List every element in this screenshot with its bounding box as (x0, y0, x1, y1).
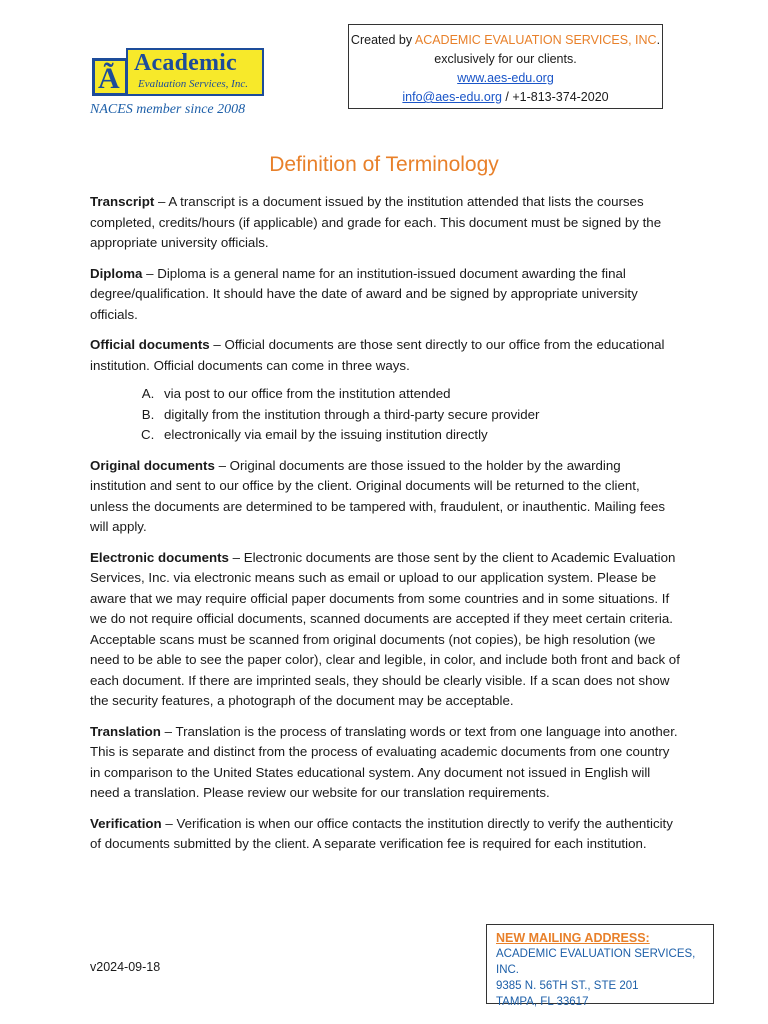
definition-translation: – Translation is the process of translating words or text from one language into another. This is separate and distinct from the process of evaluating academic documents from one country in comparison to the United States educational system. Any document not issued in English will need a translation. Please review our website for our translation requirements. (90, 723, 678, 800)
definition-official: – Official documents are those sent directly to our office from the educational institution. Official documents can come in three ways. (90, 337, 665, 373)
logo-banner (126, 48, 264, 96)
paragraph-translation (90, 722, 680, 804)
term-verification: Verification (90, 815, 162, 831)
credit-company: ACADEMIC EVALUATION SERVICES, INC (414, 33, 657, 47)
mailing-address-box (486, 924, 714, 1008)
paragraph-transcript (90, 192, 680, 254)
website-link[interactable]: www.aes-edu.org (457, 71, 554, 85)
phone-number: / +1-813-374-2020 (501, 90, 609, 104)
term-electronic: Electronic documents (90, 549, 229, 565)
paragraph-electronic (90, 548, 680, 712)
credit-line-2: exclusively for our clients. (434, 52, 577, 66)
company-logo (90, 44, 265, 122)
mailing-company: ACADEMIC EVALUATION SERVICES, INC. (496, 948, 696, 976)
page-title: Definition of Terminology (269, 153, 499, 176)
logo-mark-letter: Ã (98, 62, 120, 95)
mailing-city: TAMPA, FL 33617 (496, 996, 589, 1008)
mailing-heading: NEW MAILING ADDRESS: (496, 931, 650, 945)
paragraph-original (90, 456, 680, 538)
definition-electronic: – Electronic documents are those sent by the client to Academic Evaluation Services, Inc. via electronic means such as email or upload to our application system. Please be aware that we may require official paper documents from some countries and in some situations. If we do not require official documents, scanned documents are accepted if they meet certain criteria. Acceptable scans must be scanned from original documents (not copies), be high resolution (we need to be able to see the paper color), clear and legible, in color, and include both front and back of each document. If there are imprinted seals, they should be clearly visible. If a scan does not show the security features, a photograph of the document may be acceptable. (90, 549, 680, 708)
definition-diploma: – Diploma is a general name for an institution-issued document awarding the final degree/qualification. It should have the date of award and be signed by appropriate university officials. (90, 265, 638, 322)
document-version: v2024-09-18 (90, 960, 161, 974)
terminology-content (90, 192, 680, 865)
definition-original: – Original documents are those issued to the holder by the awarding institution and sent to our office by the client. Original documents will be returned to the client, unless the documents are determined to be tampered with, fraudulent, or inauthentic. Mailing fees will apply. (90, 457, 666, 534)
definition-transcript: – A transcript is a document issued by the institution attended that lists the courses completed, credits/hours (if applicable) and grade for each. This document must be signed by the appropriate university officials. (90, 194, 662, 250)
credit-box (348, 24, 663, 109)
credit-line-1 (349, 31, 662, 50)
paragraph-official (90, 335, 680, 376)
logo-name: Academic (134, 50, 237, 76)
list-item: B. digitally from the institution through a third-party secure provider (158, 405, 680, 426)
term-translation: Translation (90, 723, 161, 739)
list-item: A. via post to our office from the institution attended (158, 384, 680, 405)
logo-subtitle: Evaluation Services, Inc. (138, 78, 248, 90)
email-link[interactable]: info@aes-edu.org (402, 90, 502, 104)
term-diploma: Diploma (90, 265, 143, 281)
term-official: Official documents (90, 337, 210, 352)
paragraph-diploma (90, 264, 680, 326)
paragraph-verification (90, 814, 680, 855)
mailing-street: 9385 N. 56TH ST., STE 201 (496, 980, 639, 992)
official-methods-list (90, 384, 680, 446)
credit-suffix: . (656, 33, 661, 47)
list-item: C. electronically via email by the issuing institution directly (158, 425, 680, 446)
term-transcript: Transcript (90, 194, 155, 209)
definition-verification: – Verification is when our office contacts the institution directly to verify the authenticity of documents submitted by the client. A separate verification fee is required for each institution. (90, 815, 673, 851)
credit-prefix: Created by (350, 33, 415, 47)
term-original: Original documents (90, 457, 215, 473)
naces-membership: NACES member since 2008 (90, 102, 246, 117)
